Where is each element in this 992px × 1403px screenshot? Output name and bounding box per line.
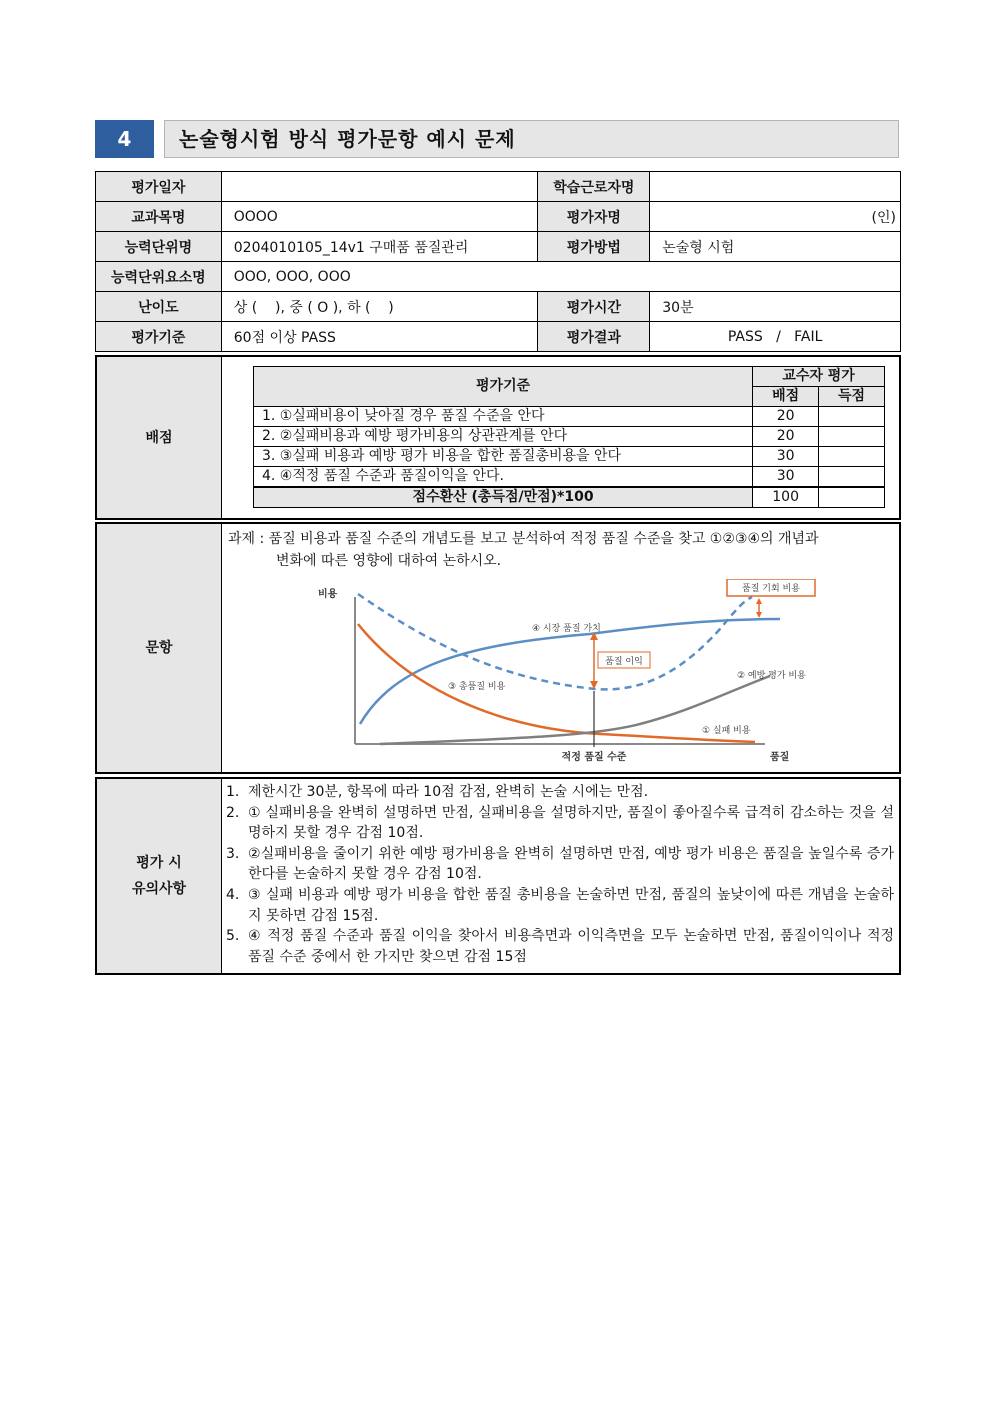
score-header-instructor: 교수자 평가 [753, 367, 885, 387]
prevention-cost-label: ② 예방 평가 비용 [737, 671, 806, 681]
score-row-earned[interactable] [819, 407, 885, 427]
note-text: 제한시간 30분, 항목에 따라 10점 감점, 완벽히 논술 시에는 만점. [248, 784, 649, 800]
opportunity-arrow-head-up [756, 598, 762, 604]
list-item [226, 803, 894, 844]
question-label: 문항 [97, 524, 222, 772]
notes-label [97, 779, 222, 973]
subject-label: 교과목명 [96, 202, 222, 232]
question-line-1: 과제 : 품질 비용과 품질 수준의 개념도를 보고 분석하여 적정 품질 수준을 찾고 ①②③④의 개념과 [228, 531, 819, 547]
table-row [254, 407, 885, 427]
score-header-earned: 득점 [819, 387, 885, 407]
total-cost-label: ③ 총품질 비용 [448, 682, 506, 692]
y-axis-label: 비용 [318, 589, 338, 600]
difficulty-label: 난이도 [96, 292, 222, 322]
note-num: 5. [226, 928, 240, 945]
list-item [226, 844, 894, 885]
list-item [226, 885, 894, 926]
quality-cost-diagram [300, 579, 860, 769]
criteria-label: 평가기준 [96, 322, 222, 352]
note-text: ① 실패비용을 완벽히 설명하면 만점, 실패비용을 설명하지만, 품질이 좋아질수록 급격히 감소하는 것을 설명하지 못할 경우 감점 10점. [248, 804, 894, 842]
profit-label: 품질 이익 [605, 657, 643, 667]
learner-value[interactable] [650, 172, 901, 202]
note-num: 2. [226, 804, 240, 821]
score-row-text: 2. ②실패비용과 예방 평가비용의 상관관계를 안다 [254, 427, 753, 447]
criteria-value: 60점 이상 PASS [221, 322, 538, 352]
time-label: 평가시간 [538, 292, 650, 322]
score-row-text: 3. ③실패 비용과 예방 평가 비용을 합한 품질총비용을 안다 [254, 447, 753, 467]
note-num: 1. [226, 784, 240, 800]
note-num: 3. [226, 845, 240, 862]
total-cost-curve [358, 594, 752, 689]
element-label: 능력단위요소명 [96, 262, 222, 292]
notes-label-line-1: 평가 시 [136, 855, 182, 871]
score-header-criteria: 평가기준 [254, 367, 753, 407]
score-total-label: 점수환산 (총득점/만점)*100 [254, 487, 753, 508]
optimal-level-label: 적정 품질 수준 [561, 752, 627, 763]
section-header [95, 120, 899, 158]
unit-label: 능력단위명 [96, 232, 222, 262]
notes-section [95, 777, 901, 975]
scoring-table [253, 366, 885, 508]
learner-label: 학습근로자명 [538, 172, 650, 202]
notes-list [226, 782, 894, 967]
section-number: 4 [95, 120, 154, 158]
method-value: 논술형 시험 [650, 232, 901, 262]
element-value: OOO, OOO, OOO [221, 262, 900, 292]
question-text [228, 528, 894, 572]
opportunity-label: 품질 기회 비용 [742, 584, 800, 594]
score-row-text: 4. ④적정 품질 수준과 품질이익을 안다. [254, 467, 753, 488]
list-item [226, 926, 894, 967]
table-row [254, 467, 885, 488]
note-num: 4. [226, 886, 240, 903]
note-text: ④ 적정 품질 수준과 품질 이익을 찾아서 비용측면과 이익측면을 모두 논술하면 만점, 품질이익이나 적정 품질 수준 중에서 한 가지만 찾으면 감점 15점 [248, 928, 894, 965]
evaluator-value[interactable]: (인) [650, 202, 901, 232]
result-value[interactable]: PASS / FAIL [650, 322, 901, 352]
question-section [95, 522, 901, 774]
date-label: 평가일자 [96, 172, 222, 202]
table-row [254, 427, 885, 447]
scoring-label: 배점 [97, 357, 222, 518]
table-row [254, 447, 885, 467]
info-table [95, 171, 901, 352]
score-row-earned[interactable] [819, 447, 885, 467]
score-row-points: 30 [753, 447, 819, 467]
x-axis-label: 품질 [770, 752, 790, 763]
notes-label-line-2: 유의사항 [131, 881, 187, 897]
market-value-label: ④ 시장 품질 가치 [532, 624, 601, 634]
failure-cost-label: ① 실패 비용 [702, 726, 751, 736]
question-line-2: 변화에 따른 영향에 대하여 논하시오. [276, 553, 502, 569]
score-total-earned[interactable] [819, 487, 885, 508]
unit-value: 0204010105_14v1 구매품 품질관리 [221, 232, 538, 262]
subject-value: OOOO [221, 202, 538, 232]
date-value[interactable] [221, 172, 538, 202]
score-row-points: 20 [753, 427, 819, 447]
note-text: ②실패비용을 줄이기 위한 예방 평가비용을 완벽히 설명하면 만점, 예방 평가 비용은 품질을 높일수록 증가 한다를 논술하지 못할 경우 감점 10점. [248, 845, 894, 883]
score-row-earned[interactable] [819, 427, 885, 447]
difficulty-value: 상 ( ), 중 ( O ), 하 ( ) [221, 292, 538, 322]
method-label: 평가방법 [538, 232, 650, 262]
result-label: 평가결과 [538, 322, 650, 352]
scoring-section [95, 355, 901, 520]
score-row-text: 1. ①실패비용이 낮아질 경우 품질 수준을 안다 [254, 407, 753, 427]
list-item [226, 782, 894, 803]
evaluator-label: 평가자명 [538, 202, 650, 232]
opportunity-arrow-head-down [756, 612, 762, 618]
score-row-earned[interactable] [819, 467, 885, 488]
score-header-points: 배점 [753, 387, 819, 407]
score-row-points: 20 [753, 407, 819, 427]
score-total-points: 100 [753, 487, 819, 508]
note-text: ③ 실패 비용과 예방 평가 비용을 합한 품질 총비용을 논술하면 만점, 품질의 높낮이에 따른 개념을 논술하지 못하면 감점 15점. [248, 886, 894, 924]
time-value: 30분 [650, 292, 901, 322]
score-row-points: 30 [753, 467, 819, 488]
section-title: 논술형시험 방식 평가문항 예시 문제 [164, 120, 899, 158]
